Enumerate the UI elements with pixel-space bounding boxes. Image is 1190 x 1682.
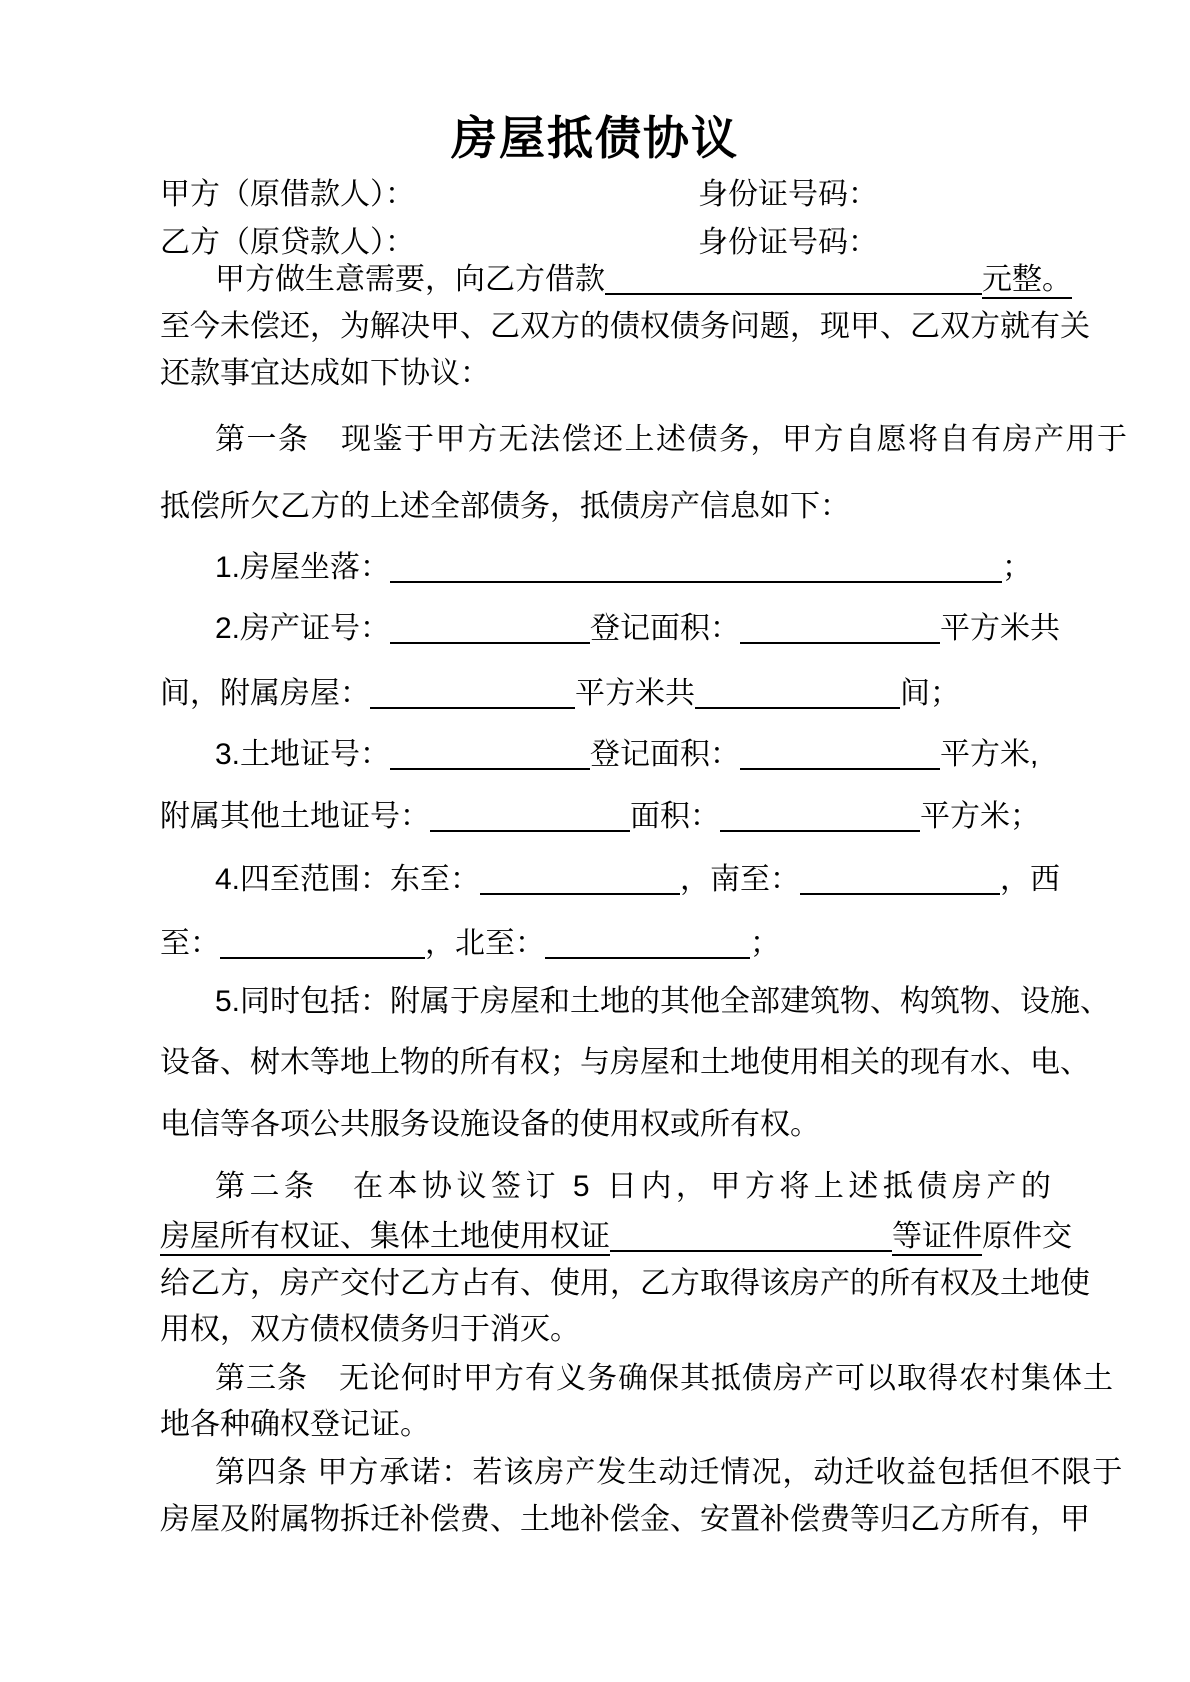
text-run: 电信等各项公共服务设施设备的使用权或所有权。 (160, 1108, 820, 1141)
fill-in-blank (430, 830, 630, 832)
text-run: 间，附属房屋： (160, 677, 370, 710)
text-run: 第二条 在本协议签订 5 日内，甲方将上述抵债房产的 (215, 1170, 1056, 1203)
article-4-line-2 (160, 1503, 1090, 1537)
fill-in-blank (720, 830, 920, 832)
fill-in-blank (695, 707, 900, 709)
fill-in-blank (390, 642, 590, 644)
text-run: 房屋及附属物拆迁补偿费、土地补偿金、安置补偿费等归乙方所有，甲 (160, 1503, 1090, 1536)
text-run: 用权，双方债权债务归于消灭。 (160, 1313, 580, 1346)
text-run: ，南至： (680, 863, 801, 896)
item-5-includes-3 (160, 1108, 1072, 1142)
fill-in-blank (740, 642, 940, 644)
item-5-includes-2 (160, 1046, 1090, 1080)
text-run: 抵偿所欠乙方的上述全部债务，抵债房产信息如下： (160, 490, 850, 523)
text-run: 登记面积： (590, 738, 741, 771)
party-b-row (160, 226, 1072, 260)
text-run: 登记面积： (590, 612, 741, 645)
article-2-line-3 (160, 1267, 1090, 1301)
text-run: 甲方（原借款人）： (160, 178, 415, 211)
text-run: 身份证号码： (698, 226, 878, 259)
text-run: ； (750, 927, 780, 960)
text-run: ，北至： (425, 927, 545, 960)
party-a-row (160, 178, 1072, 212)
document-title: 房屋抵债协议 (451, 112, 739, 164)
fill-in-blank (370, 707, 575, 709)
text-run: 至今未偿还，为解决甲、乙双方的债权债务问题，现甲、乙双方就有关 (160, 310, 1090, 343)
item-3-land-cert (160, 738, 1072, 772)
text-run: 设备、树木等地上物的所有权；与房屋和土地使用相关的现有水、电、 (160, 1046, 1090, 1079)
fill-in-blank (480, 893, 680, 895)
article-2-line-2 (160, 1220, 1072, 1256)
fill-in-blank (220, 957, 425, 959)
text-run: 平方米, (940, 738, 1039, 771)
item-2-property-cert-cont (160, 677, 1072, 711)
text-run: 4.四至范围：东至： (215, 863, 481, 896)
article-4-line-1 (160, 1456, 1124, 1490)
item-4-boundaries (160, 863, 1072, 897)
article-1-line-1 (160, 423, 1129, 457)
text-run: 第一条 现鉴于甲方无法偿还上述债务，甲方自愿将自有房产用于 (215, 423, 1129, 456)
item-5-includes-1 (160, 985, 1111, 1019)
text-run: 平方米共 (575, 677, 695, 710)
intro-line-2 (160, 310, 1090, 344)
fill-in-blank (390, 581, 1002, 583)
fill-in-blank (390, 768, 590, 770)
text-run: 面积： (630, 800, 720, 833)
article-2-line-1 (160, 1170, 1072, 1204)
text-run: 至： (160, 927, 220, 960)
text-run: ； (1002, 551, 1032, 584)
text-run: 平方米； (920, 800, 1040, 833)
fill-in-blank (800, 893, 1000, 895)
text-run: 地各种确权登记证。 (160, 1408, 430, 1441)
fill-in-blank (545, 957, 750, 959)
item-1-house-location (160, 551, 1072, 585)
fill-in-blank (605, 293, 982, 295)
text-run: 5.同时包括：附属于房屋和土地的其他全部建筑物、构筑物、设施、 (215, 985, 1111, 1018)
fill-in-blank (610, 1250, 892, 1252)
text-run: 给乙方，房产交付乙方占有、使用，乙方取得该房产的所有权及土地使 (160, 1267, 1090, 1300)
article-3-line-1 (160, 1362, 1114, 1396)
text-run: 第四条 甲方承诺：若该房产发生动迁情况，动迁收益包括但不限于 (215, 1456, 1124, 1489)
intro-line-1 (160, 263, 1072, 299)
article-2-line-4 (160, 1313, 1072, 1347)
text-run: 还款事宜达成如下协议： (160, 357, 490, 390)
item-2-property-cert (160, 612, 1072, 646)
text-run: 甲方做生意需要，向乙方借款 (215, 263, 605, 296)
text-run: 3.土地证号： (215, 738, 391, 771)
text-run: 第三条 无论何时甲方有义务确保其抵债房产可以取得农村集体土 (215, 1362, 1114, 1395)
underlined-text: 等证件 (892, 1220, 982, 1256)
article-1-line-2 (160, 490, 1072, 524)
text-run: 附属其他土地证号： (160, 800, 430, 833)
fill-in-blank (740, 768, 940, 770)
text-run: 2.房产证号： (215, 612, 391, 645)
text-run: 1.房屋坐落： (215, 551, 391, 584)
article-3-line-2 (160, 1408, 1072, 1442)
item-4-boundaries-cont (160, 927, 1072, 961)
underlined-text: 元整。 (982, 263, 1072, 299)
text-run: 间； (900, 677, 960, 710)
text-run: 原件交 (982, 1220, 1072, 1253)
text-run: 平方米共 (940, 612, 1061, 645)
text-run: ，西 (1000, 863, 1061, 896)
underlined-text: 房屋所有权证、集体土地使用权证 (160, 1220, 610, 1256)
text-run: 乙方（原贷款人）： (160, 226, 415, 259)
item-3-land-cert-cont (160, 800, 1072, 834)
text-run: 身份证号码： (698, 178, 878, 211)
intro-line-3 (160, 357, 1072, 391)
